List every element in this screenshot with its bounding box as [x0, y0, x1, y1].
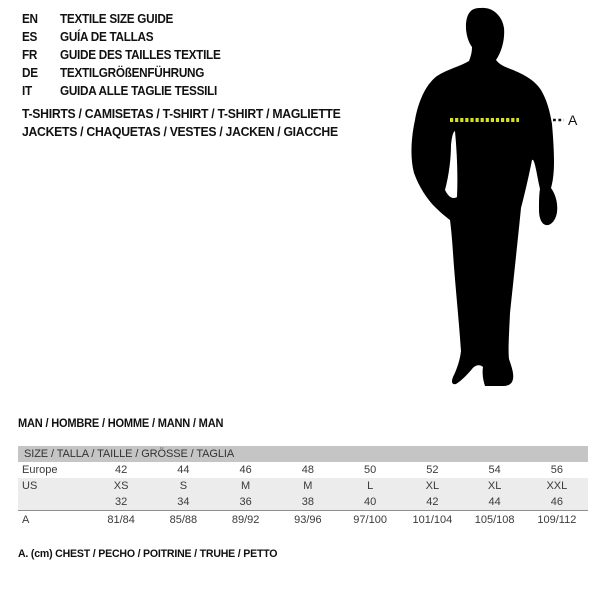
measurement-footnote: A. (cm) CHEST / PECHO / POITRINE / TRUHE / PETTO	[18, 548, 278, 560]
category-line: JACKETS / CHAQUETAS / VESTES / JACKEN / GIACCHE	[22, 124, 338, 139]
language-row	[22, 46, 231, 64]
language-code: EN	[22, 12, 38, 26]
size-table-header: SIZE / TALLA / TAILLE / GRÖSSE / TAGLIA	[18, 446, 588, 462]
size-cell: 54	[488, 464, 501, 476]
size-cell: XXL	[546, 480, 568, 492]
man-figure	[405, 3, 585, 399]
section-title-man: MAN / HOMBRE / HOMME / MANN / MAN	[18, 418, 224, 430]
size-cell: 44	[177, 464, 190, 476]
size-cell: 105/108	[474, 513, 515, 526]
size-cell: 56	[550, 464, 563, 476]
language-code: DE	[22, 66, 38, 80]
size-cell: 42	[426, 496, 439, 508]
size-cell: 97/100	[353, 513, 387, 526]
language-label: TEXTILGRÖßENFÜHRUNG	[60, 66, 205, 80]
size-cell: 93/96	[294, 513, 322, 526]
size-cell: 44	[488, 496, 501, 508]
size-cell: 109/112	[537, 513, 577, 526]
language-code: ES	[22, 30, 38, 44]
size-cell: XL	[487, 480, 502, 492]
row-label: A	[22, 513, 30, 526]
size-cell: M	[241, 480, 251, 492]
measure-label-a: A	[568, 112, 578, 128]
size-cell: XL	[425, 480, 440, 492]
size-cell: XS	[113, 480, 129, 492]
size-cell: 34	[177, 496, 190, 508]
category-line: T-SHIRTS / CAMISETAS / T-SHIRT / T-SHIRT / MAGLIETTE	[22, 106, 341, 121]
size-cell: 89/92	[231, 513, 260, 526]
language-row	[22, 82, 231, 100]
table-row	[18, 462, 588, 478]
size-cell: 36	[239, 496, 252, 508]
language-row	[22, 10, 231, 28]
table-row	[18, 494, 588, 510]
language-code: IT	[22, 84, 32, 98]
size-cell: 52	[426, 464, 439, 476]
man-silhouette-svg	[405, 3, 585, 399]
size-cell: 40	[364, 496, 377, 508]
category-list	[22, 105, 361, 141]
language-code: FR	[22, 48, 38, 62]
man-silhouette	[411, 8, 557, 386]
language-list	[22, 10, 231, 100]
size-cell: 32	[115, 496, 128, 508]
language-label: TEXTILE SIZE GUIDE	[60, 12, 174, 26]
size-cell: 38	[301, 496, 314, 508]
row-label: US	[22, 480, 38, 492]
size-cell: 46	[550, 496, 563, 508]
size-cell: 101/104	[412, 513, 453, 526]
size-table	[18, 446, 588, 528]
size-cell: 42	[115, 464, 128, 476]
size-cell: 48	[301, 464, 314, 476]
size-cell: S	[179, 480, 188, 492]
row-label: Europe	[22, 464, 58, 476]
size-cell: L	[367, 480, 374, 492]
size-cell: 85/88	[169, 513, 198, 526]
table-row	[18, 478, 588, 494]
language-row	[22, 28, 231, 46]
size-cell: 46	[239, 464, 252, 476]
language-label: GUÍA DE TALLAS	[60, 30, 154, 44]
size-cell: 50	[364, 464, 377, 476]
language-label: GUIDE DES TAILLES TEXTILE	[60, 48, 221, 62]
language-row	[22, 64, 231, 82]
size-cell: 81/84	[107, 513, 135, 526]
size-cell: M	[303, 480, 313, 492]
language-label: GUIDA ALLE TAGLIE TESSILI	[60, 84, 218, 98]
table-row	[18, 510, 588, 528]
